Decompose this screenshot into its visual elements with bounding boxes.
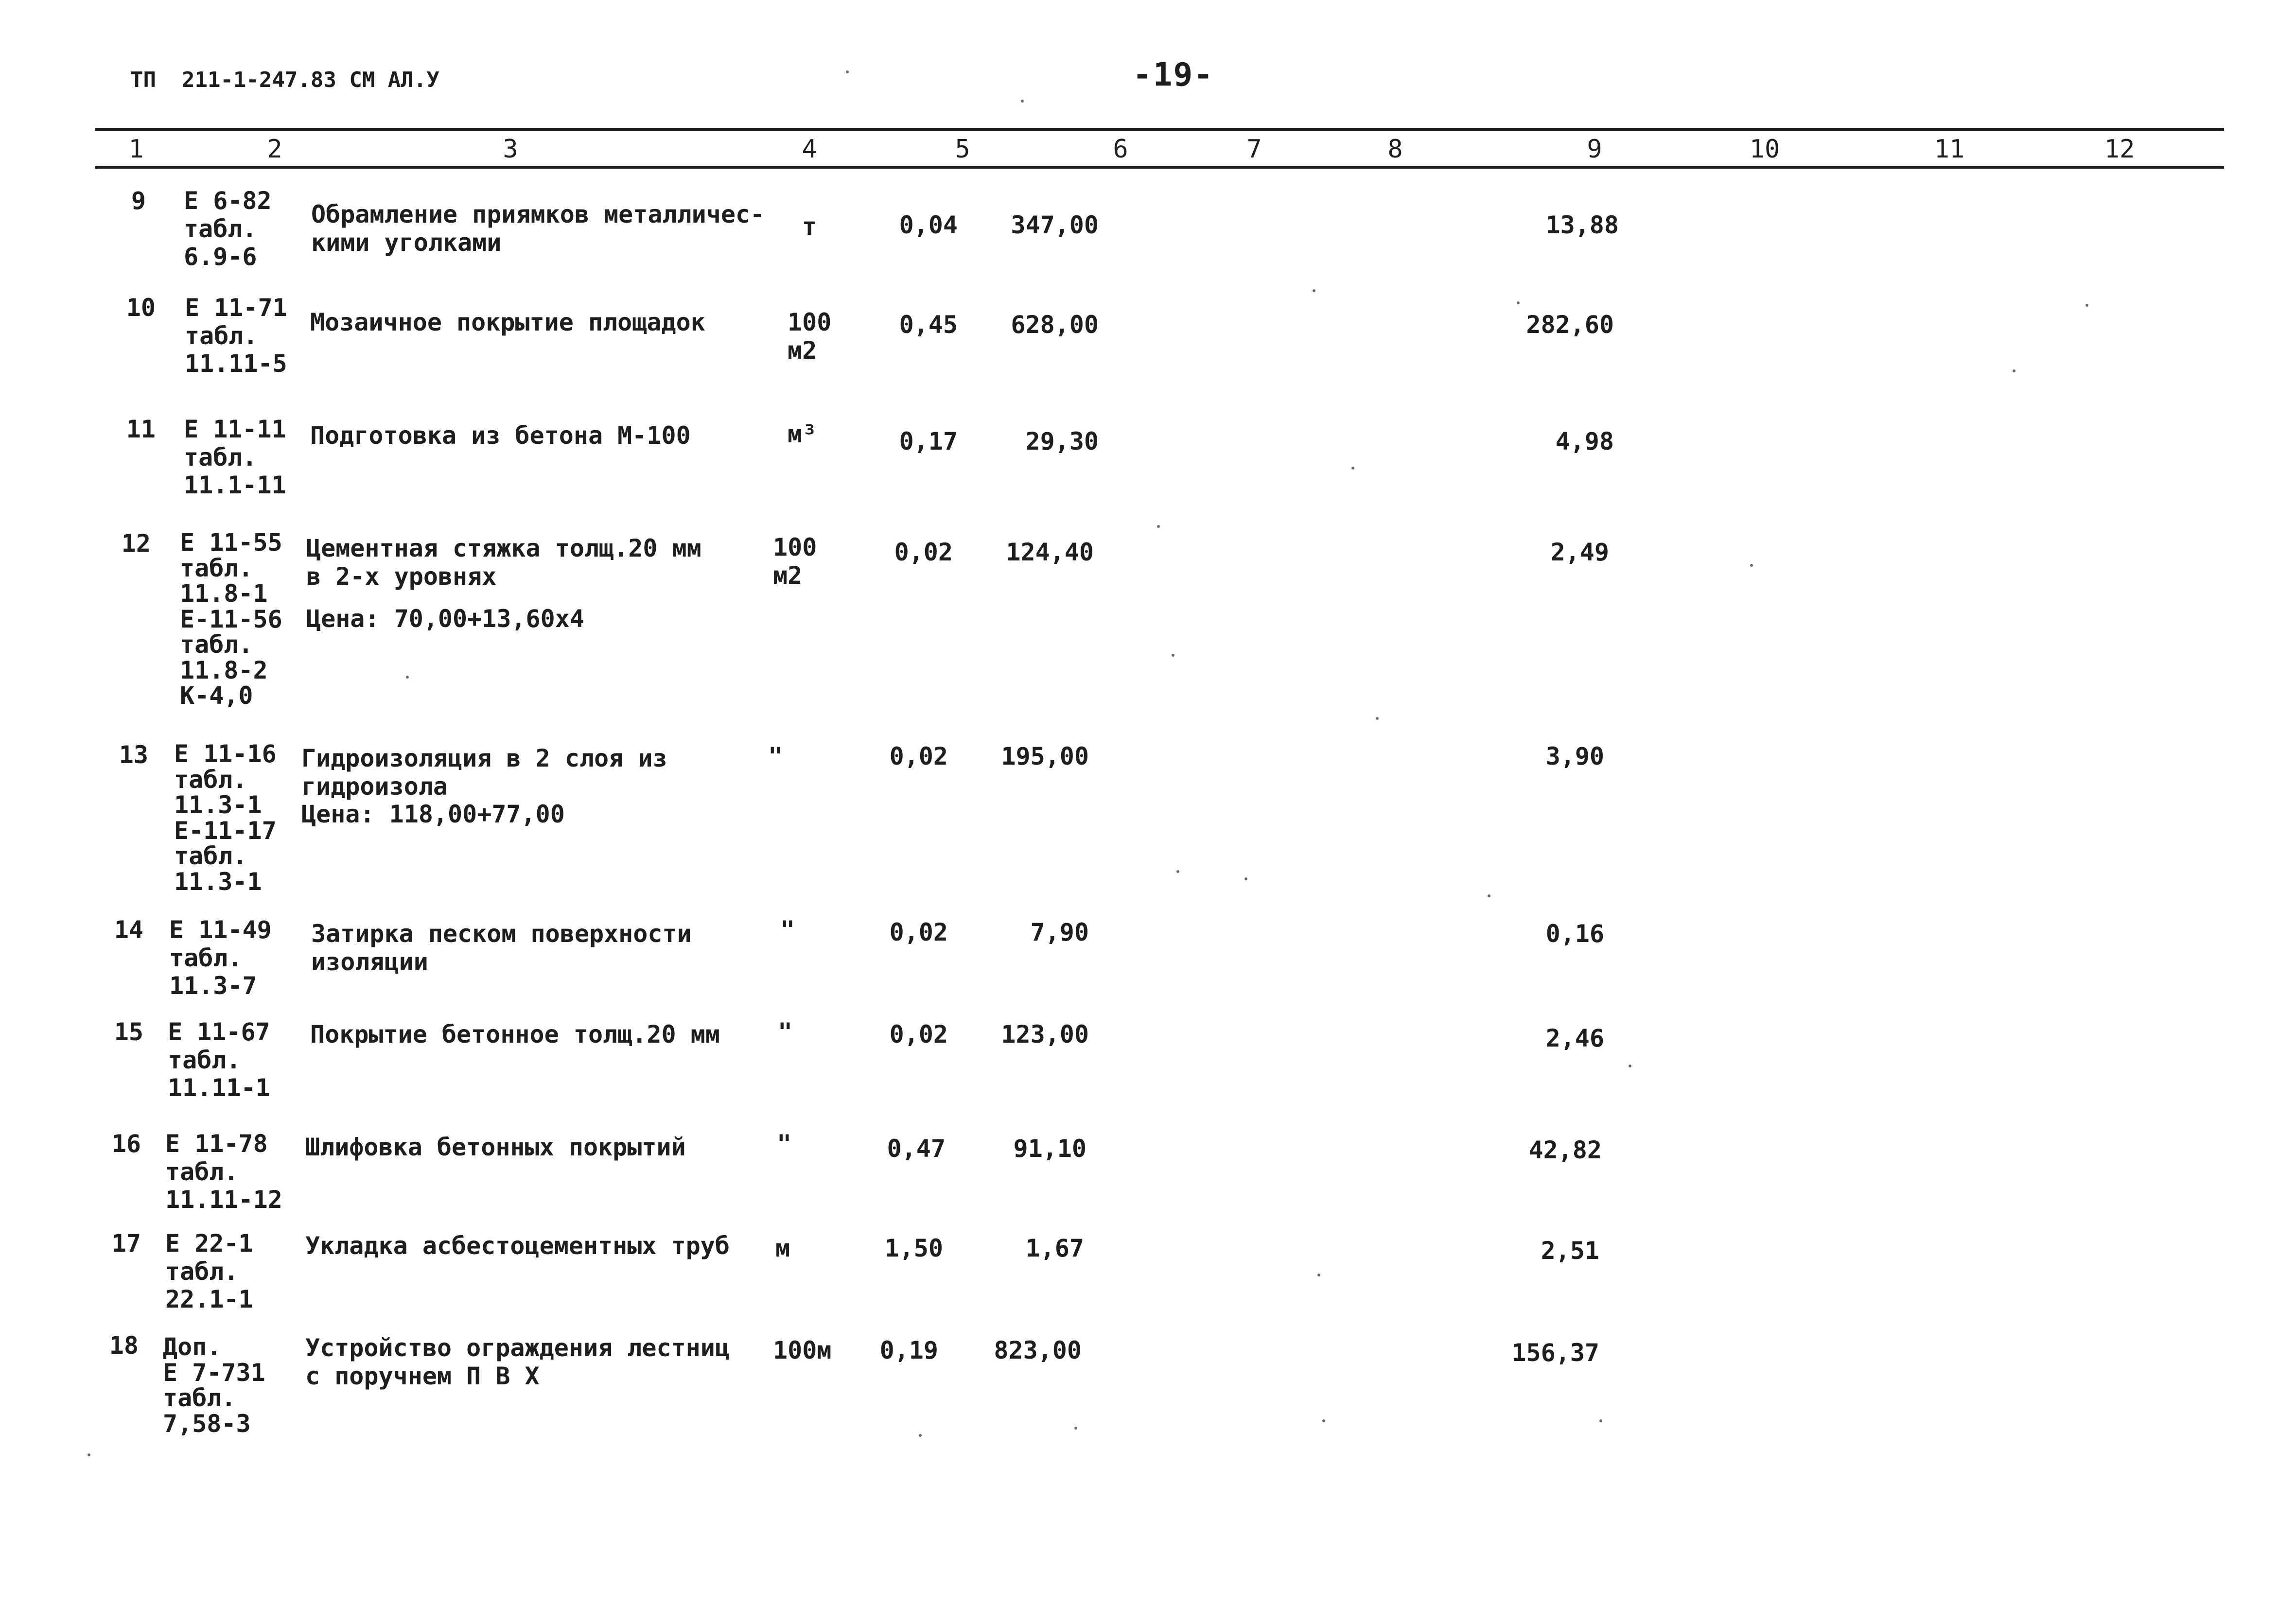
rate-code: Доп. Е 7-731 табл. 7,58-3 [163,1333,265,1438]
quantity: 0,02 [889,742,948,770]
scan-speck [2013,369,2016,372]
unit-price: 123,00 [1001,1020,1089,1048]
work-description: Подготовка из бетона М-100 [310,421,691,450]
unit-price: 195,00 [1001,742,1089,770]
total-cost: 42,82 [1528,1136,1602,1164]
unit-price: 823,00 [994,1336,1082,1364]
quantity: 1,50 [884,1234,943,1262]
scan-speck [1176,870,1179,873]
total-cost: 2,46 [1545,1024,1604,1052]
scan-speck [406,676,409,679]
total-cost: 156,37 [1511,1339,1599,1367]
row-number: 16 [111,1130,141,1158]
column-header-2: 2 [267,135,282,164]
scan-speck [1750,564,1753,567]
rate-code: Е 11-16 табл. 11.3-1 Е-11-17 табл. 11.3-1 [174,740,277,896]
scan-speck [88,1453,90,1456]
column-header-9: 9 [1587,135,1602,164]
work-description: Устройство ограждения лестниц с поручнем П В Х [305,1334,730,1390]
unit-price: 124,40 [1006,538,1094,566]
work-description: Укладка асбестоцементных труб [305,1232,730,1260]
quantity: 0,02 [894,538,953,566]
unit: " [780,916,795,944]
total-cost: 13,88 [1545,211,1619,239]
scan-speck [919,1434,922,1437]
row-number: 18 [109,1331,139,1360]
unit: т [802,212,817,241]
row-number: 12 [121,529,151,558]
rate-code: Е 22-1 табл. 22.1-1 [165,1229,253,1313]
header-bottom-rule [95,166,2224,169]
column-header-12: 12 [2104,135,2135,164]
total-cost: 282,60 [1526,311,1614,339]
rate-code: Е 11-55 табл. 11.8-1 Е-11-56 табл. 11.8-2 К-4,0 [180,528,282,710]
column-header-6: 6 [1113,135,1128,164]
unit: 100 м2 [773,533,817,590]
column-header-10: 10 [1749,135,1780,164]
page-number: -19- [1133,56,1214,93]
quantity: 0,19 [879,1336,938,1364]
scan-speck [1074,1427,1077,1430]
unit: " [777,1130,792,1158]
scan-speck [1488,894,1490,897]
scan-speck [1172,654,1174,657]
work-description: Затирка песком поверхности изоляции [311,920,692,976]
unit-price: 29,30 [1025,427,1099,455]
unit-price: 7,90 [1030,918,1089,946]
quantity: 0,04 [899,211,958,239]
scan-speck [1599,1419,1602,1422]
scan-speck [846,70,849,73]
column-header-5: 5 [955,135,970,164]
total-cost: 4,98 [1555,427,1614,455]
quantity: 0,02 [889,918,948,946]
work-description: Гидроизоляция в 2 слоя из гидроизола Цена: 118,00+77,00 [301,744,667,828]
header-top-rule [95,128,2224,131]
rate-code: Е 11-71 табл. 11.11-5 [185,294,287,378]
scan-speck [2086,304,2088,307]
unit: 100м [773,1336,832,1364]
work-description: Обрамление приямков металличес- кими уголками [311,200,765,257]
rate-code: Е 6-82 табл. 6.9-6 [184,187,272,271]
work-description: Цементная стяжка толщ.20 мм в 2-х уровнях [306,534,701,591]
total-cost: 3,90 [1545,742,1604,770]
row-number: 15 [114,1018,143,1046]
unit-price: 628,00 [1011,311,1099,339]
total-cost: 2,49 [1550,538,1609,566]
scan-speck [1313,289,1315,292]
unit-price: 1,67 [1025,1234,1084,1262]
work-description: Мозаичное покрытие площадок [310,308,705,336]
scan-speck [1021,100,1024,103]
rate-code: Е 11-78 табл. 11.11-12 [165,1130,282,1214]
row-number: 10 [126,294,156,322]
scan-speck [1317,1274,1320,1276]
quantity: 0,45 [899,311,958,339]
total-cost: 0,16 [1545,920,1604,948]
rate-code: Е 11-67 табл. 11.11-1 [168,1018,270,1102]
unit: " [778,1018,793,1046]
unit-price: 91,10 [1013,1135,1087,1163]
column-header-3: 3 [503,135,518,164]
scan-speck [1322,1419,1325,1422]
column-header-1: 1 [128,135,144,164]
price-note: Цена: 70,00+13,60х4 [306,605,584,633]
scan-speck [1376,717,1379,720]
unit-price: 347,00 [1011,211,1099,239]
scan-speck [1351,467,1354,470]
rate-code: Е 11-49 табл. 11.3-7 [169,916,272,1000]
rate-code: Е 11-11 табл. 11.1-11 [184,415,286,499]
unit: " [768,742,783,770]
scan-speck [1629,1065,1631,1067]
column-header-11: 11 [1934,135,1965,164]
quantity: 0,02 [889,1020,948,1048]
document-code: ТП 211-1-247.83 СМ АЛ.У [130,68,439,92]
column-header-4: 4 [802,135,817,164]
column-header-7: 7 [1246,135,1262,164]
row-number: 11 [126,415,156,443]
unit: 100 м2 [788,308,832,365]
row-number: 9 [131,187,146,215]
scan-speck [1157,525,1160,528]
total-cost: 2,51 [1541,1237,1599,1265]
row-number: 14 [114,916,143,944]
scan-speck [1244,877,1247,880]
row-number: 17 [111,1229,141,1258]
scan-speck [1517,301,1520,304]
unit: м³ [788,420,817,448]
column-header-8: 8 [1387,135,1403,164]
row-number: 13 [119,741,148,769]
unit: м [775,1234,790,1262]
work-description: Покрытие бетонное толщ.20 мм [310,1020,720,1048]
work-description: Шлифовка бетонных покрытий [305,1133,686,1161]
quantity: 0,17 [899,427,958,455]
quantity: 0,47 [887,1135,946,1163]
